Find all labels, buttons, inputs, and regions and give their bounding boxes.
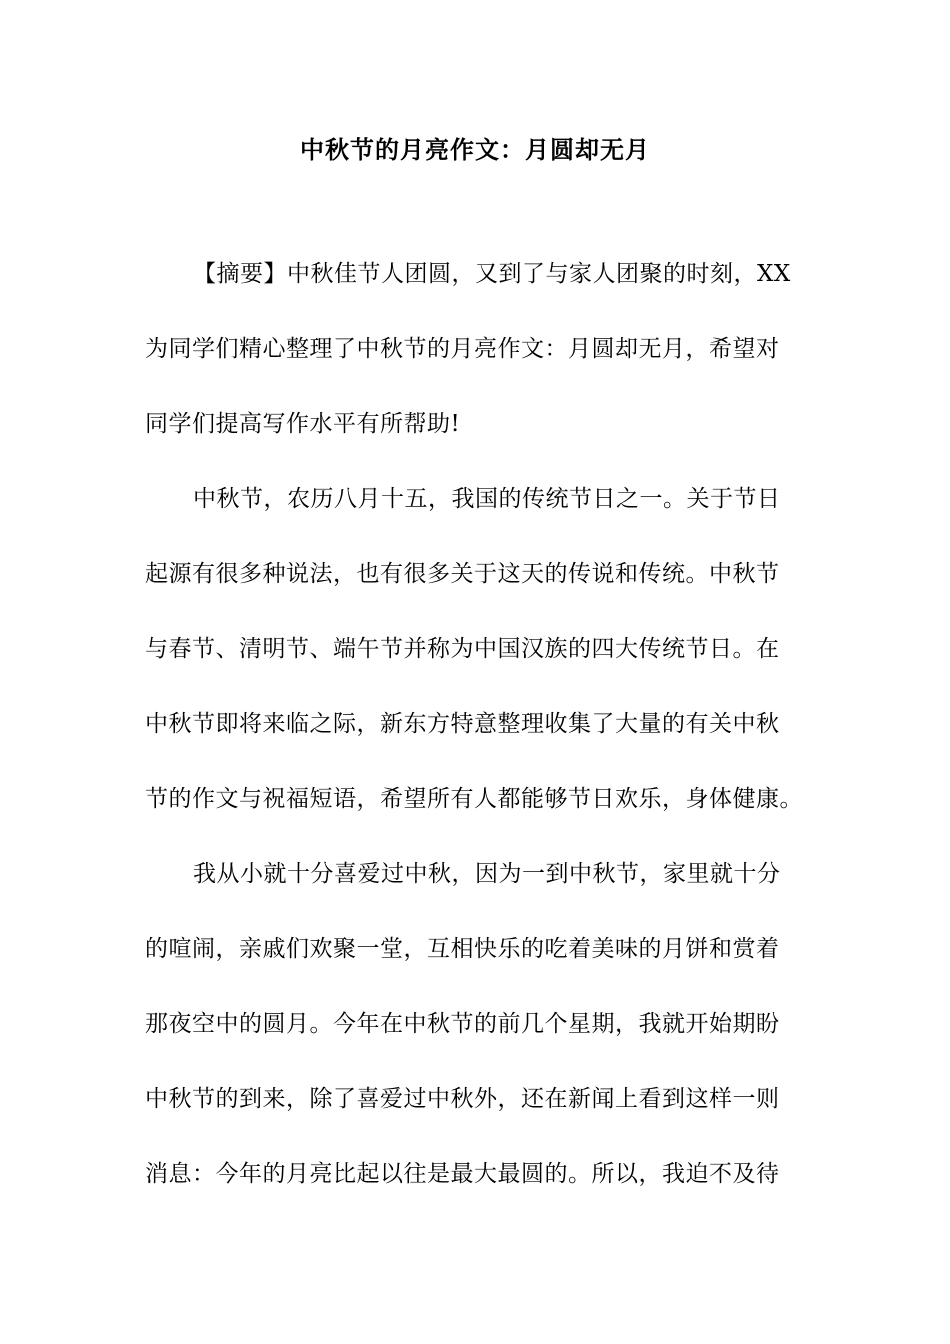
paragraph-2-line-1: 中秋节，农历八月十五，我国的传统节日之一。关于节日	[193, 486, 781, 512]
paragraph-1-line-3: 同学们提高写作水平有所帮助!	[145, 411, 461, 437]
paragraph-1-line-1: 【摘要】中秋佳节人团圆，又到了与家人团聚的时刻，XX	[193, 261, 791, 287]
document-title: 中秋节的月亮作文：月圆却无月	[300, 135, 650, 164]
paragraph-3-line-2: 的喧闹，亲戚们欢聚一堂，互相快乐的吃着美味的月饼和赏着	[145, 936, 780, 962]
paragraph-3-line-3: 那夜空中的圆月。今年在中秋节的前几个星期，我就开始期盼	[145, 1011, 780, 1037]
paragraph-3-line-4: 中秋节的到来，除了喜爱过中秋外，还在新闻上看到这样一则	[145, 1086, 780, 1112]
paragraph-3-line-5: 消息：今年的月亮比起以往是最大最圆的。所以，我迫不及待	[145, 1161, 780, 1187]
paragraph-3-line-1: 我从小就十分喜爱过中秋，因为一到中秋节，家里就十分	[193, 861, 781, 887]
paragraph-2-line-2: 起源有很多种说法，也有很多关于这天的传说和传统。中秋节	[145, 561, 780, 587]
paragraph-2-line-5: 节的作文与祝福短语，希望所有人都能够节日欢乐，身体健康。	[145, 786, 803, 812]
paragraph-1-line-2: 为同学们精心整理了中秋节的月亮作文：月圆却无月，希望对	[145, 336, 780, 362]
paragraph-2-line-3: 与春节、清明节、端午节并称为中国汉族的四大传统节日。在	[145, 636, 780, 662]
paragraph-2-line-4: 中秋节即将来临之际，新东方特意整理收集了大量的有关中秋	[145, 711, 780, 737]
